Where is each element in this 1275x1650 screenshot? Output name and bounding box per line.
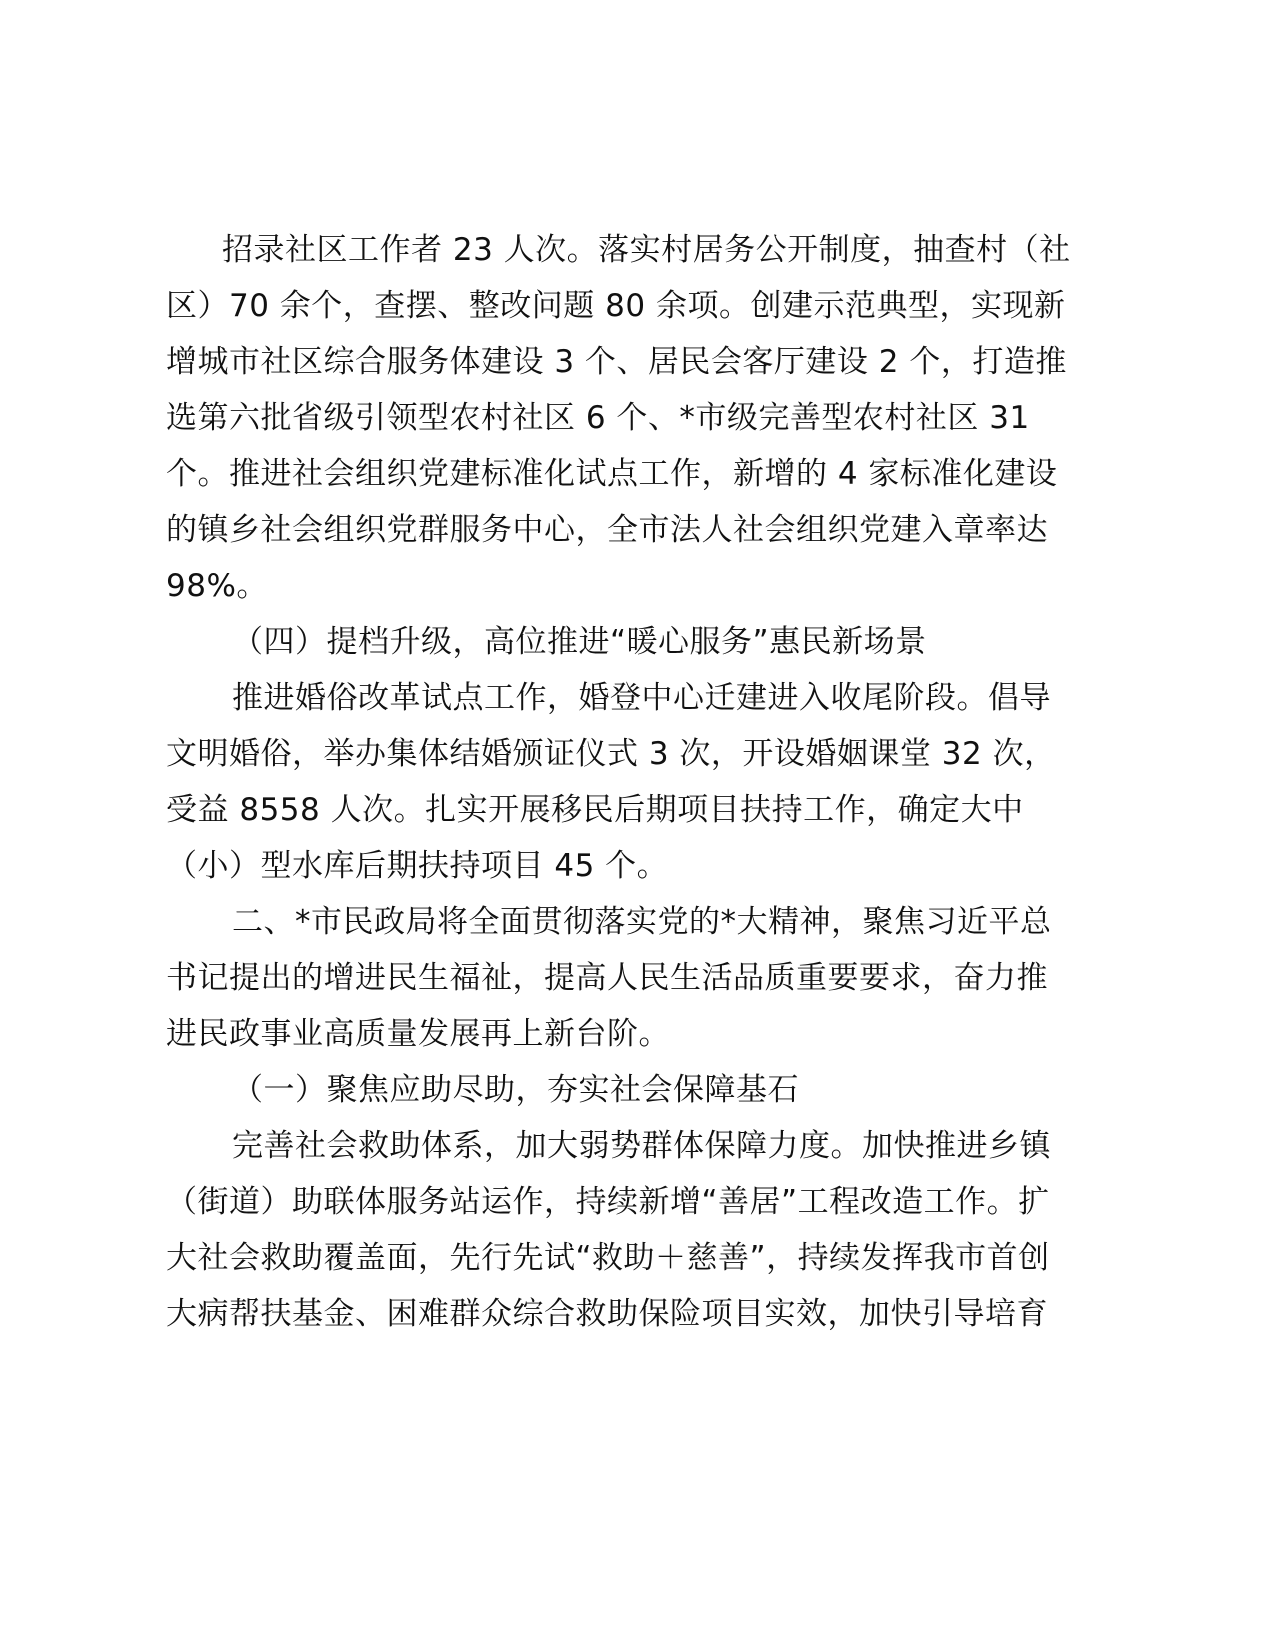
text-line: 增城市社区综合服务体建设 3 个、居民会客厅建设 2 个，打造推 [166, 344, 1067, 380]
text-line: 受益 8558 人次。扎实开展移民后期项目扶持工作，确定大中 [166, 792, 1024, 828]
text-line: 完善社会救助体系，加大弱势群体保障力度。加快推进乡镇 [232, 1128, 1051, 1164]
text-line: 选第六批省级引领型农村社区 6 个、*市级完善型农村社区 31 [166, 400, 1030, 436]
section-heading: （四）提档升级，高位推进“暖心服务”惠民新场景 [232, 624, 927, 660]
text-line: 二、*市民政局将全面贯彻落实党的*大精神，聚焦习近平总 [232, 904, 1052, 940]
section-heading: （一）聚焦应助尽助，夯实社会保障基石 [232, 1072, 799, 1108]
text-line: 98%。 [166, 568, 268, 604]
text-line: 进民政事业高质量发展再上新台阶。 [166, 1016, 670, 1052]
text-line: 的镇乡社会组织党群服务中心，全市法人社会组织党建入章率达 [166, 512, 1048, 548]
text-line: 区）70 余个，查摆、整改问题 80 余项。创建示范典型，实现新 [166, 288, 1066, 324]
document-body [166, 222, 1116, 1342]
text-line: 文明婚俗，举办集体结婚颁证仪式 3 次，开设婚姻课堂 32 次， [166, 736, 1056, 772]
text-line: 大病帮扶基金、困难群众综合救助保险项目实效，加快引导培育 [166, 1296, 1048, 1332]
text-line: （小）型水库后期扶持项目 45 个。 [166, 848, 669, 884]
text-line: 个。推进社会组织党建标准化试点工作，新增的 4 家标准化建设 [166, 456, 1058, 492]
text-line: 推进婚俗改革试点工作，婚登中心迁建进入收尾阶段。倡导 [232, 680, 1051, 716]
text-line: 招录社区工作者 23 人次。落实村居务公开制度，抽查村（社 [222, 232, 1071, 268]
text-line: （街道）助联体服务站运作，持续新增“善居”工程改造工作。扩 [166, 1184, 1050, 1220]
text-line: 大社会救助覆盖面，先行先试“救助＋慈善”，持续发挥我市首创 [166, 1240, 1050, 1276]
text-line: 书记提出的增进民生福祉，提高人民生活品质重要要求，奋力推 [166, 960, 1048, 996]
